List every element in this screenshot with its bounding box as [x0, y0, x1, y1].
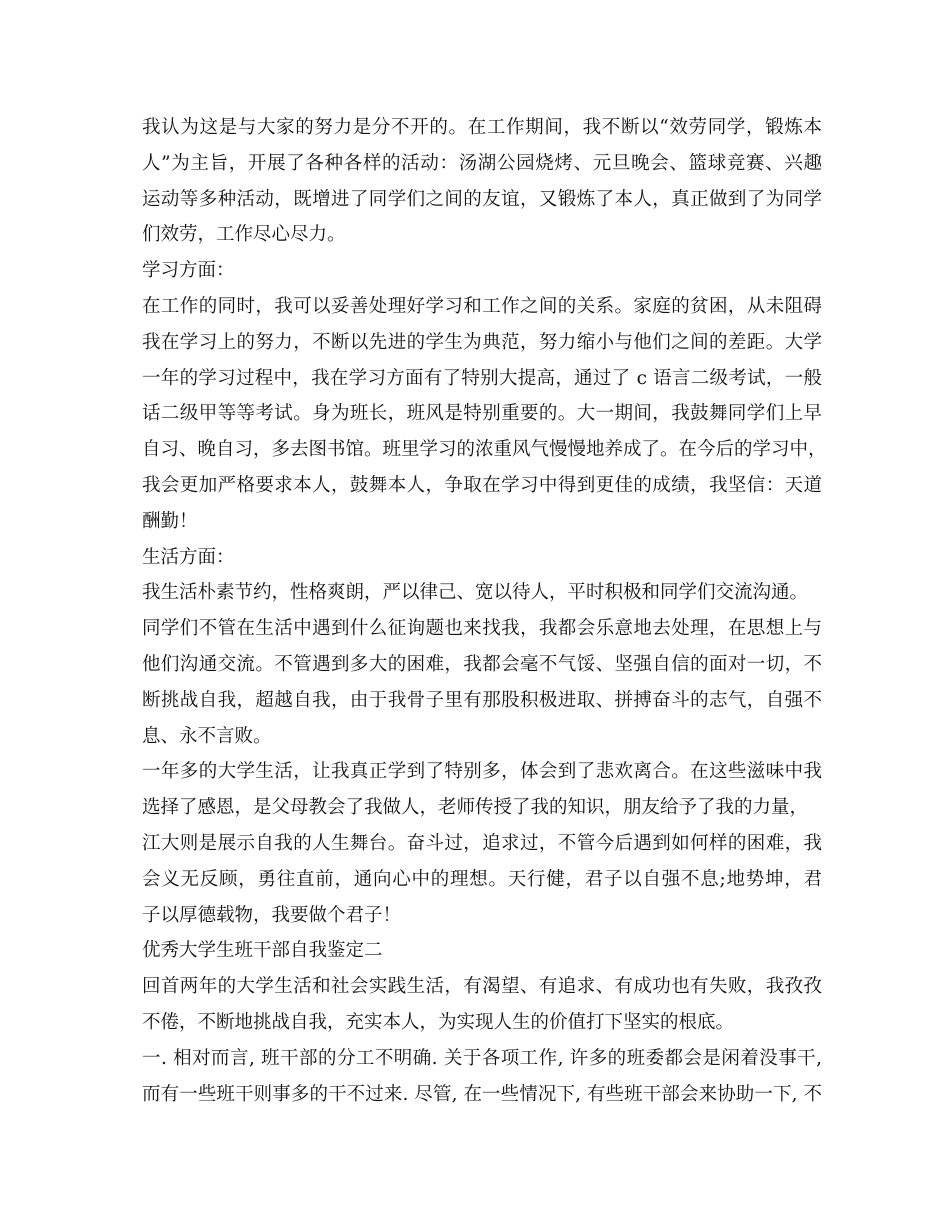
text-line: 自习、晚自习，多去图书馆。班里学习的浓重风气慢慢地养成了。在今后的学习中， [142, 439, 827, 461]
text-line: 江大则是展示自我的人生舞台。奋斗过，追求过，不管今后遇到如何样的困难，我 [142, 832, 822, 854]
text-line: 话二级甲等等考试。身为班长，班风是特别重要的。大一期间，我鼓舞同学们上早 [142, 403, 822, 425]
text-line: 们效劳，工作尽心尽力。 [142, 224, 346, 246]
text-line: 断挑战自我，超越自我，由于我骨子里有那股积极进取、拼搏奋斗的志气，自强不 [142, 689, 822, 711]
text-line: 他们沟通交流。不管遇到多大的困难，我都会毫不气馁、坚强自信的面对一切，不 [142, 653, 822, 675]
text-line: 一年的学习过程中，我在学习方面有了特别大提高，通过了 c 语言二级考试，一般 [142, 367, 822, 389]
text-line: 我在学习上的努力，不断以先进的学生为典范，努力缩小与他们之间的差距。大学 [142, 331, 822, 353]
text-line: 同学们不管在生活中遇到什么征询题也来找我，我都会乐意地去处理，在思想上与 [142, 618, 822, 640]
text-line: 学习方面： [142, 260, 235, 282]
text-line: 选择了感恩，是父母教会了我做人，老师传授了我的知识，朋友给予了我的力量， [142, 797, 809, 819]
text-line: 运动等多种活动，既增进了同学们之间的友谊，又锻炼了本人，真正做到了为同学 [142, 188, 822, 210]
text-line: 优秀大学生班干部自我鉴定二 [142, 940, 383, 962]
text-line: 一年多的大学生活，让我真正学到了特别多，体会到了悲欢离合。在这些滋味中我 [142, 761, 822, 783]
document-body [142, 110, 827, 1112]
text-line: 在工作的同时，我可以妥善处理好学习和工作之间的关系。家庭的贫困，从未阻碍 [142, 295, 822, 317]
text-line: 子以厚德载物，我要做个君子！ [142, 904, 402, 926]
text-line: 回首两年的大学生活和社会实践生活，有渴望、有追求、有成功也有失败，我孜孜 [142, 976, 822, 998]
text-line: 生活方面： [142, 546, 235, 568]
text-line: 我生活朴素节约，性格爽朗，严以律己、宽以待人，平时积极和同学们交流沟通。 [142, 582, 809, 604]
text-line: 不倦，不断地挑战自我，充实本人，为实现人生的价值打下坚实的根底。 [142, 1011, 735, 1033]
text-line: 我认为这是与大家的努力是分不开的。在工作期间，我不断以“效劳同学，锻炼本 [142, 117, 822, 138]
text-line: 而有一些班干则事多的干不过来. 尽管, 在一些情况下, 有些班干部会来协助一下, 不 [142, 1083, 822, 1105]
text-line: 我会更加严格要求本人，鼓舞本人，争取在学习中得到更佳的成绩，我坚信：天道 [142, 474, 822, 496]
text-line: 人”为主旨，开展了各种各样的活动：汤湖公园烧烤、元旦晚会、篮球竞赛、兴趣 [142, 152, 822, 174]
text-line: 酬勤！ [142, 510, 198, 532]
text-line: 息、永不言败。 [142, 725, 272, 747]
text-line: 一. 相对而言, 班干部的分工不明确. 关于各项工作, 许多的班委都会是闲着没事干, [142, 1047, 822, 1069]
text-line: 会义无反顾，勇往直前，通向心中的理想。天行健，君子以自强不息;地势坤，君 [142, 868, 822, 890]
